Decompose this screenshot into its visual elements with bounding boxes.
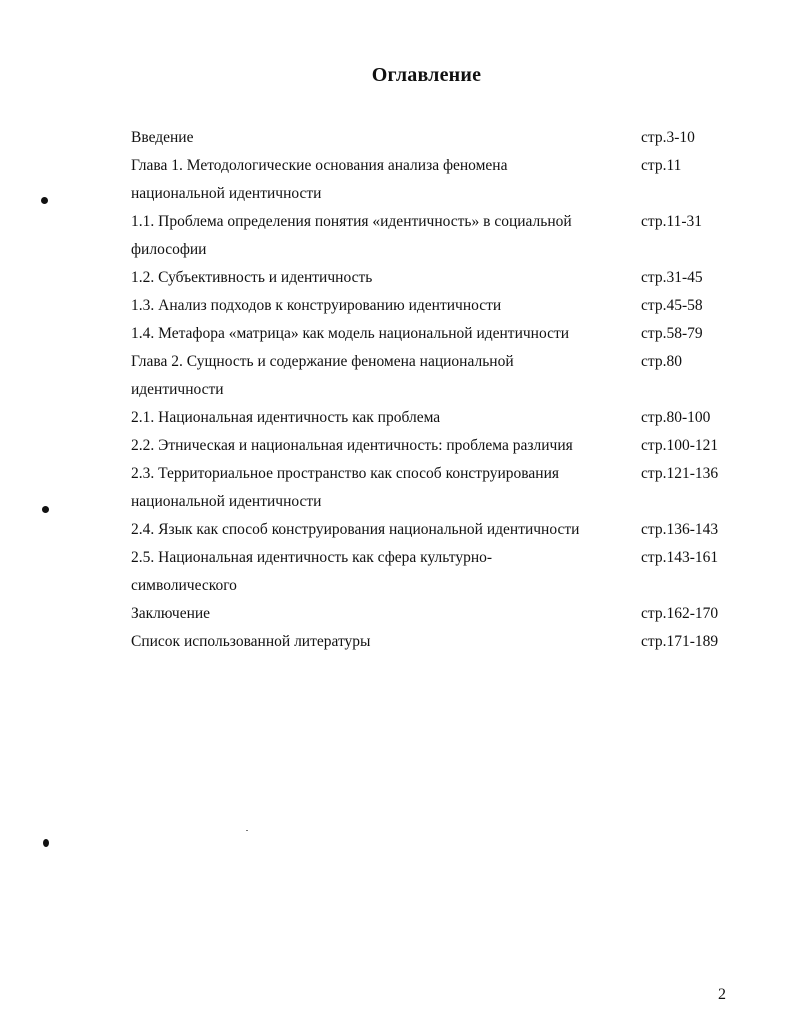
- toc-entry-text: символического: [131, 577, 237, 594]
- toc-entry-text: 2.2. Этническая и национальная идентичность: проблема различия: [131, 437, 573, 454]
- toc-entry-page: стр.143-161: [641, 549, 719, 566]
- toc-entry: [131, 208, 731, 236]
- toc-entry-page: стр.100-121: [641, 437, 719, 454]
- toc-entry: [131, 236, 731, 264]
- toc-entry-page: стр.45-58: [641, 297, 703, 314]
- binding-hole-mark: [42, 506, 49, 513]
- toc-entry-text: 1.3. Анализ подходов к конструированию идентичности: [131, 297, 502, 314]
- toc-entry-text: 2.5. Национальная идентичность как сфера культурно-: [131, 549, 493, 566]
- toc-entry: [131, 404, 731, 432]
- page-number: 2: [718, 986, 726, 1003]
- toc-entry-page: стр.171-189: [641, 633, 719, 650]
- toc-entry-text: Глава 1. Методологические основания анализа феномена: [131, 157, 508, 174]
- toc-entry-page: стр.121-136: [641, 465, 719, 482]
- toc-entry-page: стр.31-45: [641, 269, 703, 286]
- toc-entry: [131, 572, 731, 600]
- toc-entry: [131, 348, 731, 376]
- toc-entry-page: стр.80: [641, 353, 682, 370]
- toc-entry-text: 1.2. Субъективность и идентичность: [131, 269, 373, 286]
- toc-entry-page: стр.80-100: [641, 409, 711, 426]
- toc-entry-text: 1.4. Метафора «матрица» как модель национальной идентичности: [131, 325, 570, 342]
- toc-entry-text: философии: [131, 241, 207, 258]
- toc-entry-text: национальной идентичности: [131, 185, 322, 202]
- toc-entry-text: 2.3. Территориальное пространство как способ конструирования: [131, 465, 560, 482]
- toc-entry-text: 1.1. Проблема определения понятия «идентичность» в социальной: [131, 213, 572, 230]
- scan-speck: [246, 830, 248, 831]
- toc-entry: [131, 320, 731, 348]
- toc-entry-text: 2.1. Национальная идентичность как проблема: [131, 409, 441, 426]
- toc-entry-text: Введение: [131, 129, 194, 146]
- toc-entry: [131, 432, 731, 460]
- toc-entry: [131, 516, 731, 544]
- toc-entry-page: стр.136-143: [641, 521, 719, 538]
- toc-entry: [131, 488, 731, 516]
- binding-hole-mark: [41, 197, 48, 204]
- toc-entry-text: идентичности: [131, 381, 224, 398]
- toc-entry-text: национальной идентичности: [131, 493, 322, 510]
- toc-entry-page: стр.162-170: [641, 605, 719, 622]
- toc-title: Оглавление: [371, 64, 482, 86]
- table-of-contents: [131, 124, 731, 656]
- toc-entry: [131, 152, 731, 180]
- toc-entry-text: Глава 2. Сущность и содержание феномена национальной: [131, 353, 514, 370]
- binding-hole-mark: [43, 839, 49, 847]
- toc-entry-text: Заключение: [131, 605, 211, 622]
- toc-entry-page: стр.58-79: [641, 325, 703, 342]
- toc-entry-text: 2.4. Язык как способ конструирования национальной идентичности: [131, 521, 580, 538]
- toc-entry: [131, 180, 731, 208]
- toc-entry: [131, 264, 731, 292]
- toc-entry-page: стр.11: [641, 157, 682, 174]
- toc-entry: [131, 292, 731, 320]
- toc-entry: [131, 460, 731, 488]
- toc-entry: [131, 600, 731, 628]
- toc-entry: [131, 376, 731, 404]
- toc-entry-page: стр.3-10: [641, 129, 695, 146]
- toc-entry-text: Список использованной литературы: [131, 633, 371, 650]
- toc-entry-page: стр.11-31: [641, 213, 703, 230]
- toc-entry: [131, 544, 731, 572]
- toc-entry: [131, 628, 731, 656]
- toc-entry: [131, 124, 731, 152]
